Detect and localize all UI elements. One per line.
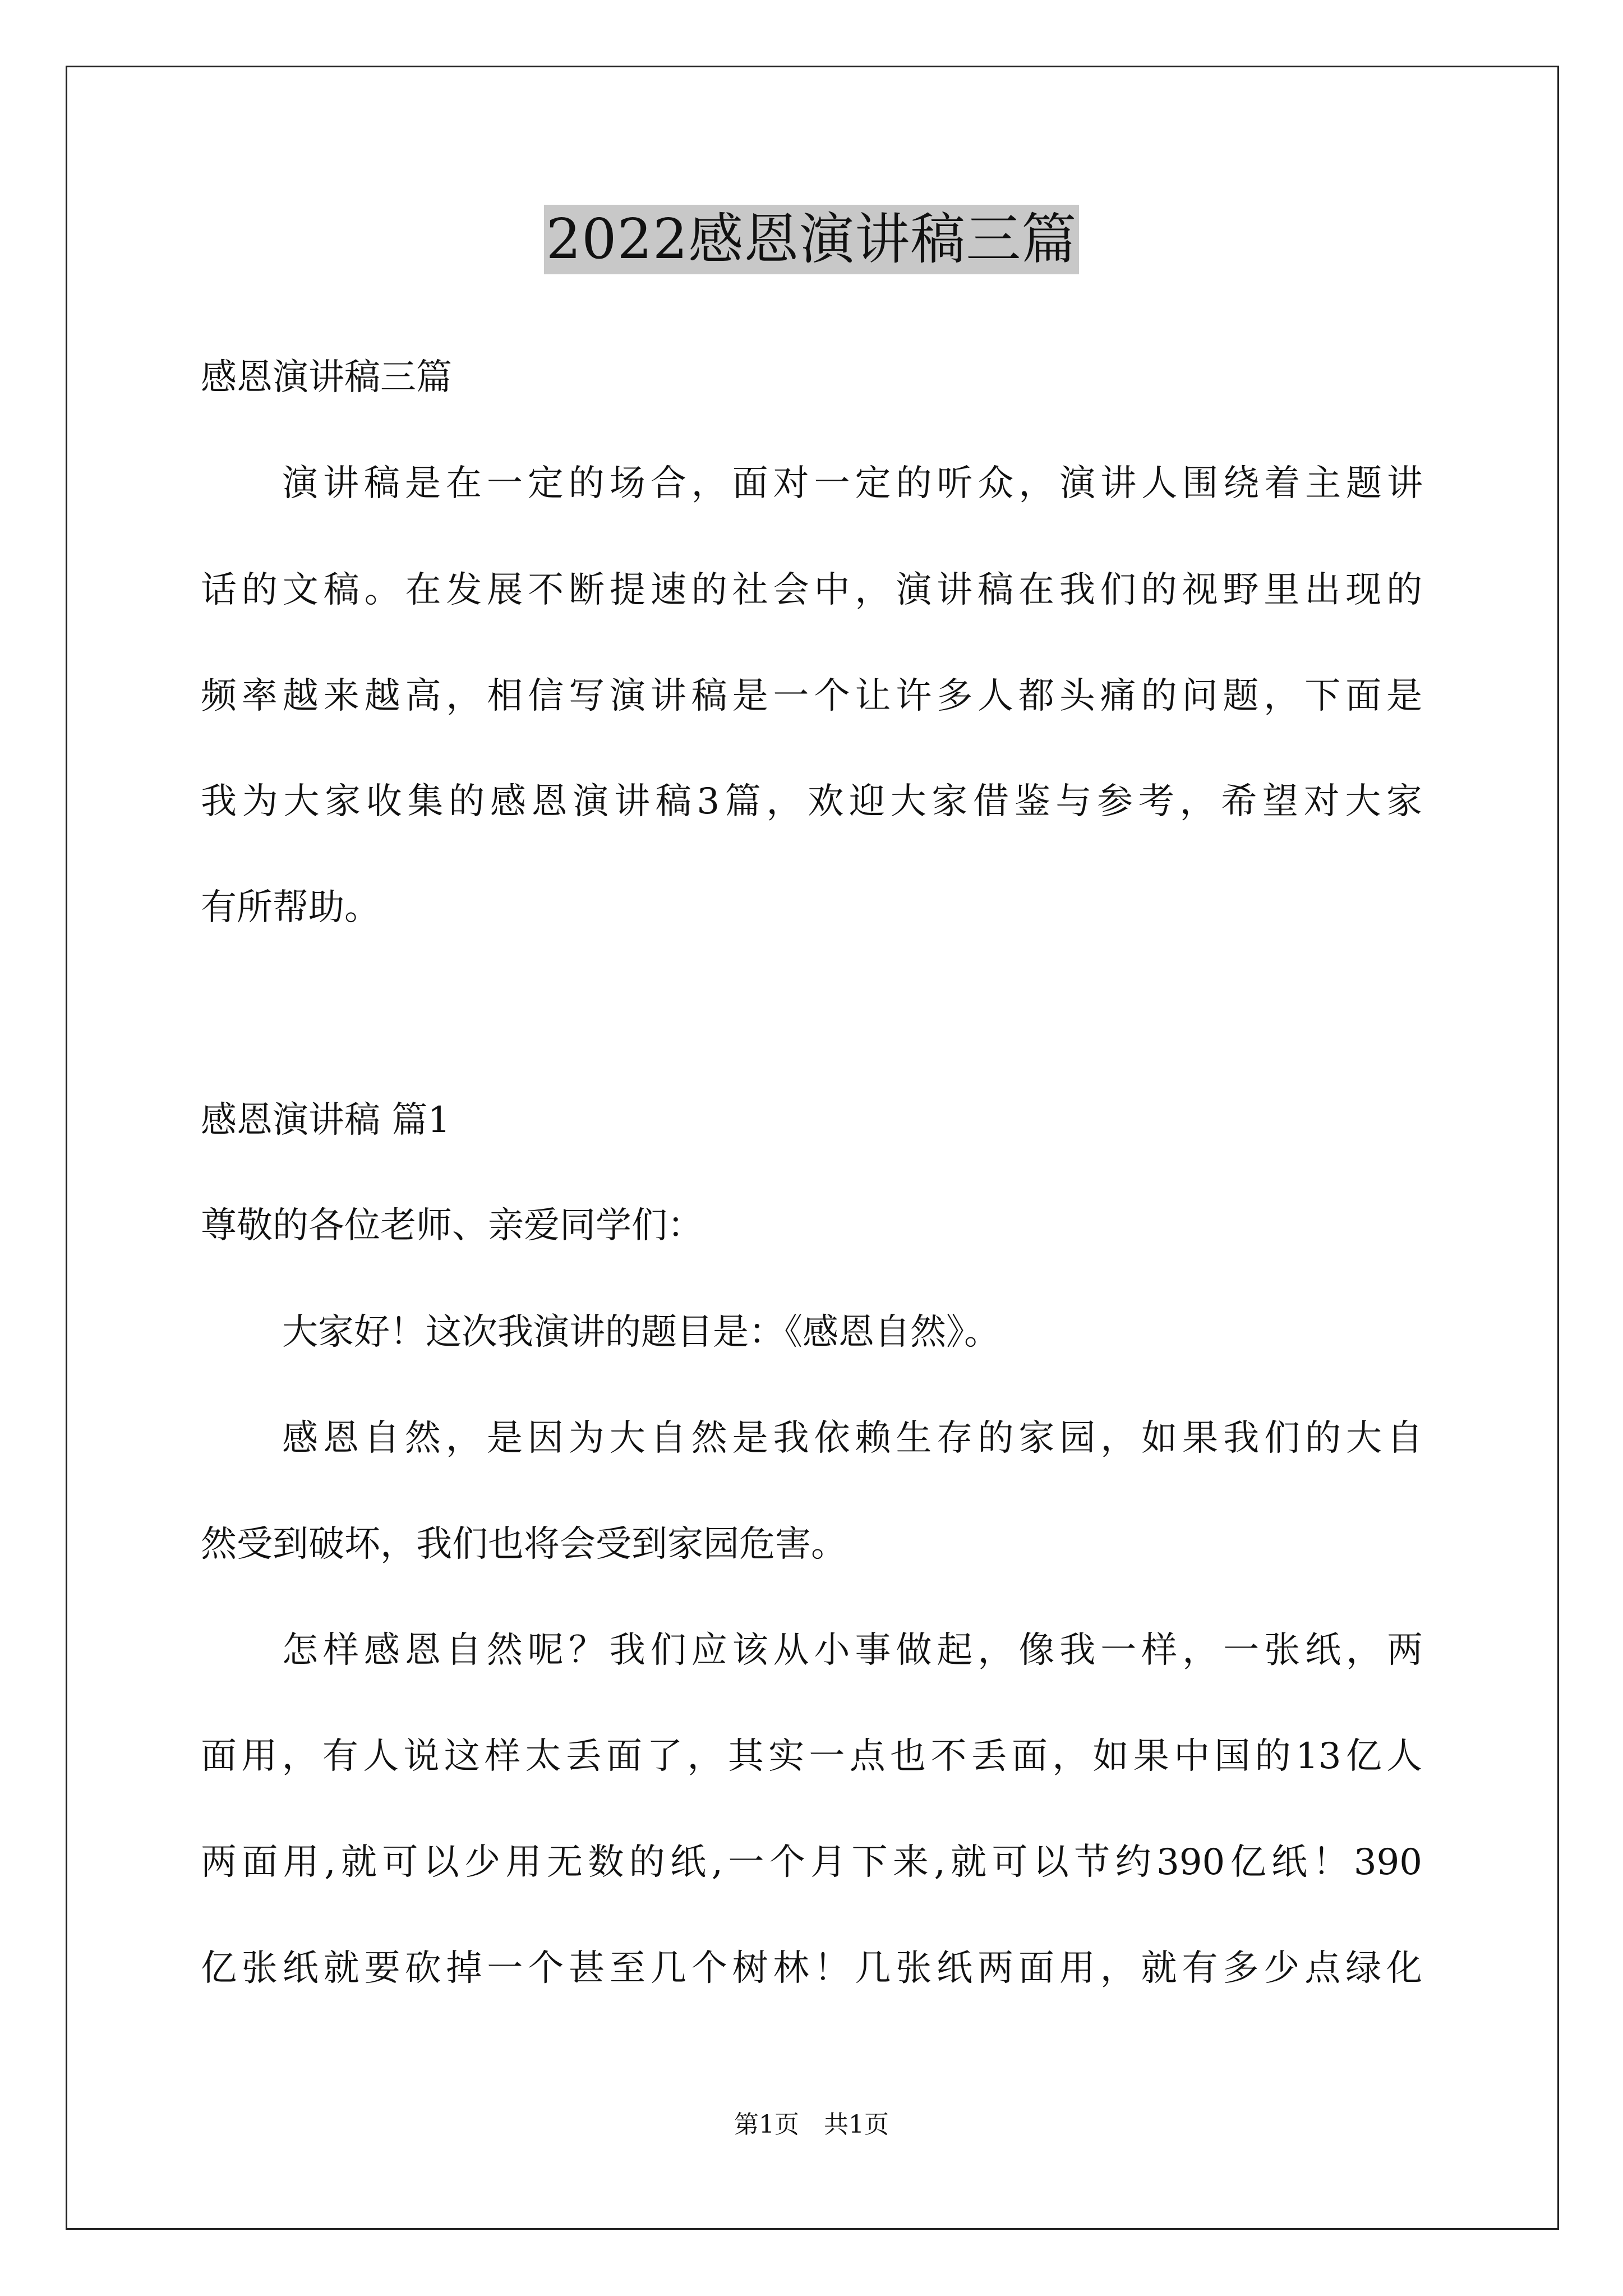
page-footer: 第1页 共1页: [734, 2110, 889, 2139]
document-subtitle: 感恩演讲稿三篇: [201, 357, 452, 398]
intro-line: 频率越来越高，相信写演讲稿是一个让许多人都头痛的问题，下面是: [201, 675, 1422, 717]
salutation: 尊敬的各位老师、亲爱同学们：: [201, 1205, 703, 1246]
body-line: 然受到破坏，我们也将会受到家园危害。: [201, 1524, 847, 1565]
intro-line: 演讲稿是在一定的场合，面对一定的听众，演讲人围绕着主题讲: [282, 463, 1423, 504]
intro-line: 话的文稿。在发展不断提速的社会中，演讲稿在我们的视野里出现的: [201, 569, 1422, 611]
body-line: 怎样感恩自然呢？我们应该从小事做起，像我一样，一张纸，两: [282, 1630, 1423, 1671]
intro-line: 有所帮助。: [201, 887, 380, 928]
document-title: 2022感恩演讲稿三篇: [544, 205, 1079, 274]
body-line: 感恩自然，是因为大自然是我依赖生存的家园，如果我们的大自: [282, 1418, 1423, 1459]
body-line: 面用，有人说这样太丢面了，其实一点也不丢面，如果中国的13亿人: [201, 1736, 1422, 1777]
title-container: [0, 205, 1623, 274]
body-line: 两面用,就可以少用无数的纸,一个月下来,就可以节约390亿纸！390: [201, 1842, 1422, 1883]
intro-line: 我为大家收集的感恩演讲稿3篇，欢迎大家借鉴与参考，希望对大家: [201, 781, 1422, 822]
body-line: 大家好！这次我演讲的题目是：《感恩自然》。: [282, 1312, 1000, 1353]
body-line: 亿张纸就要砍掉一个甚至几个树林！几张纸两面用，就有多少点绿化: [201, 1948, 1422, 1989]
section-heading: 感恩演讲稿 篇1: [201, 1099, 451, 1141]
